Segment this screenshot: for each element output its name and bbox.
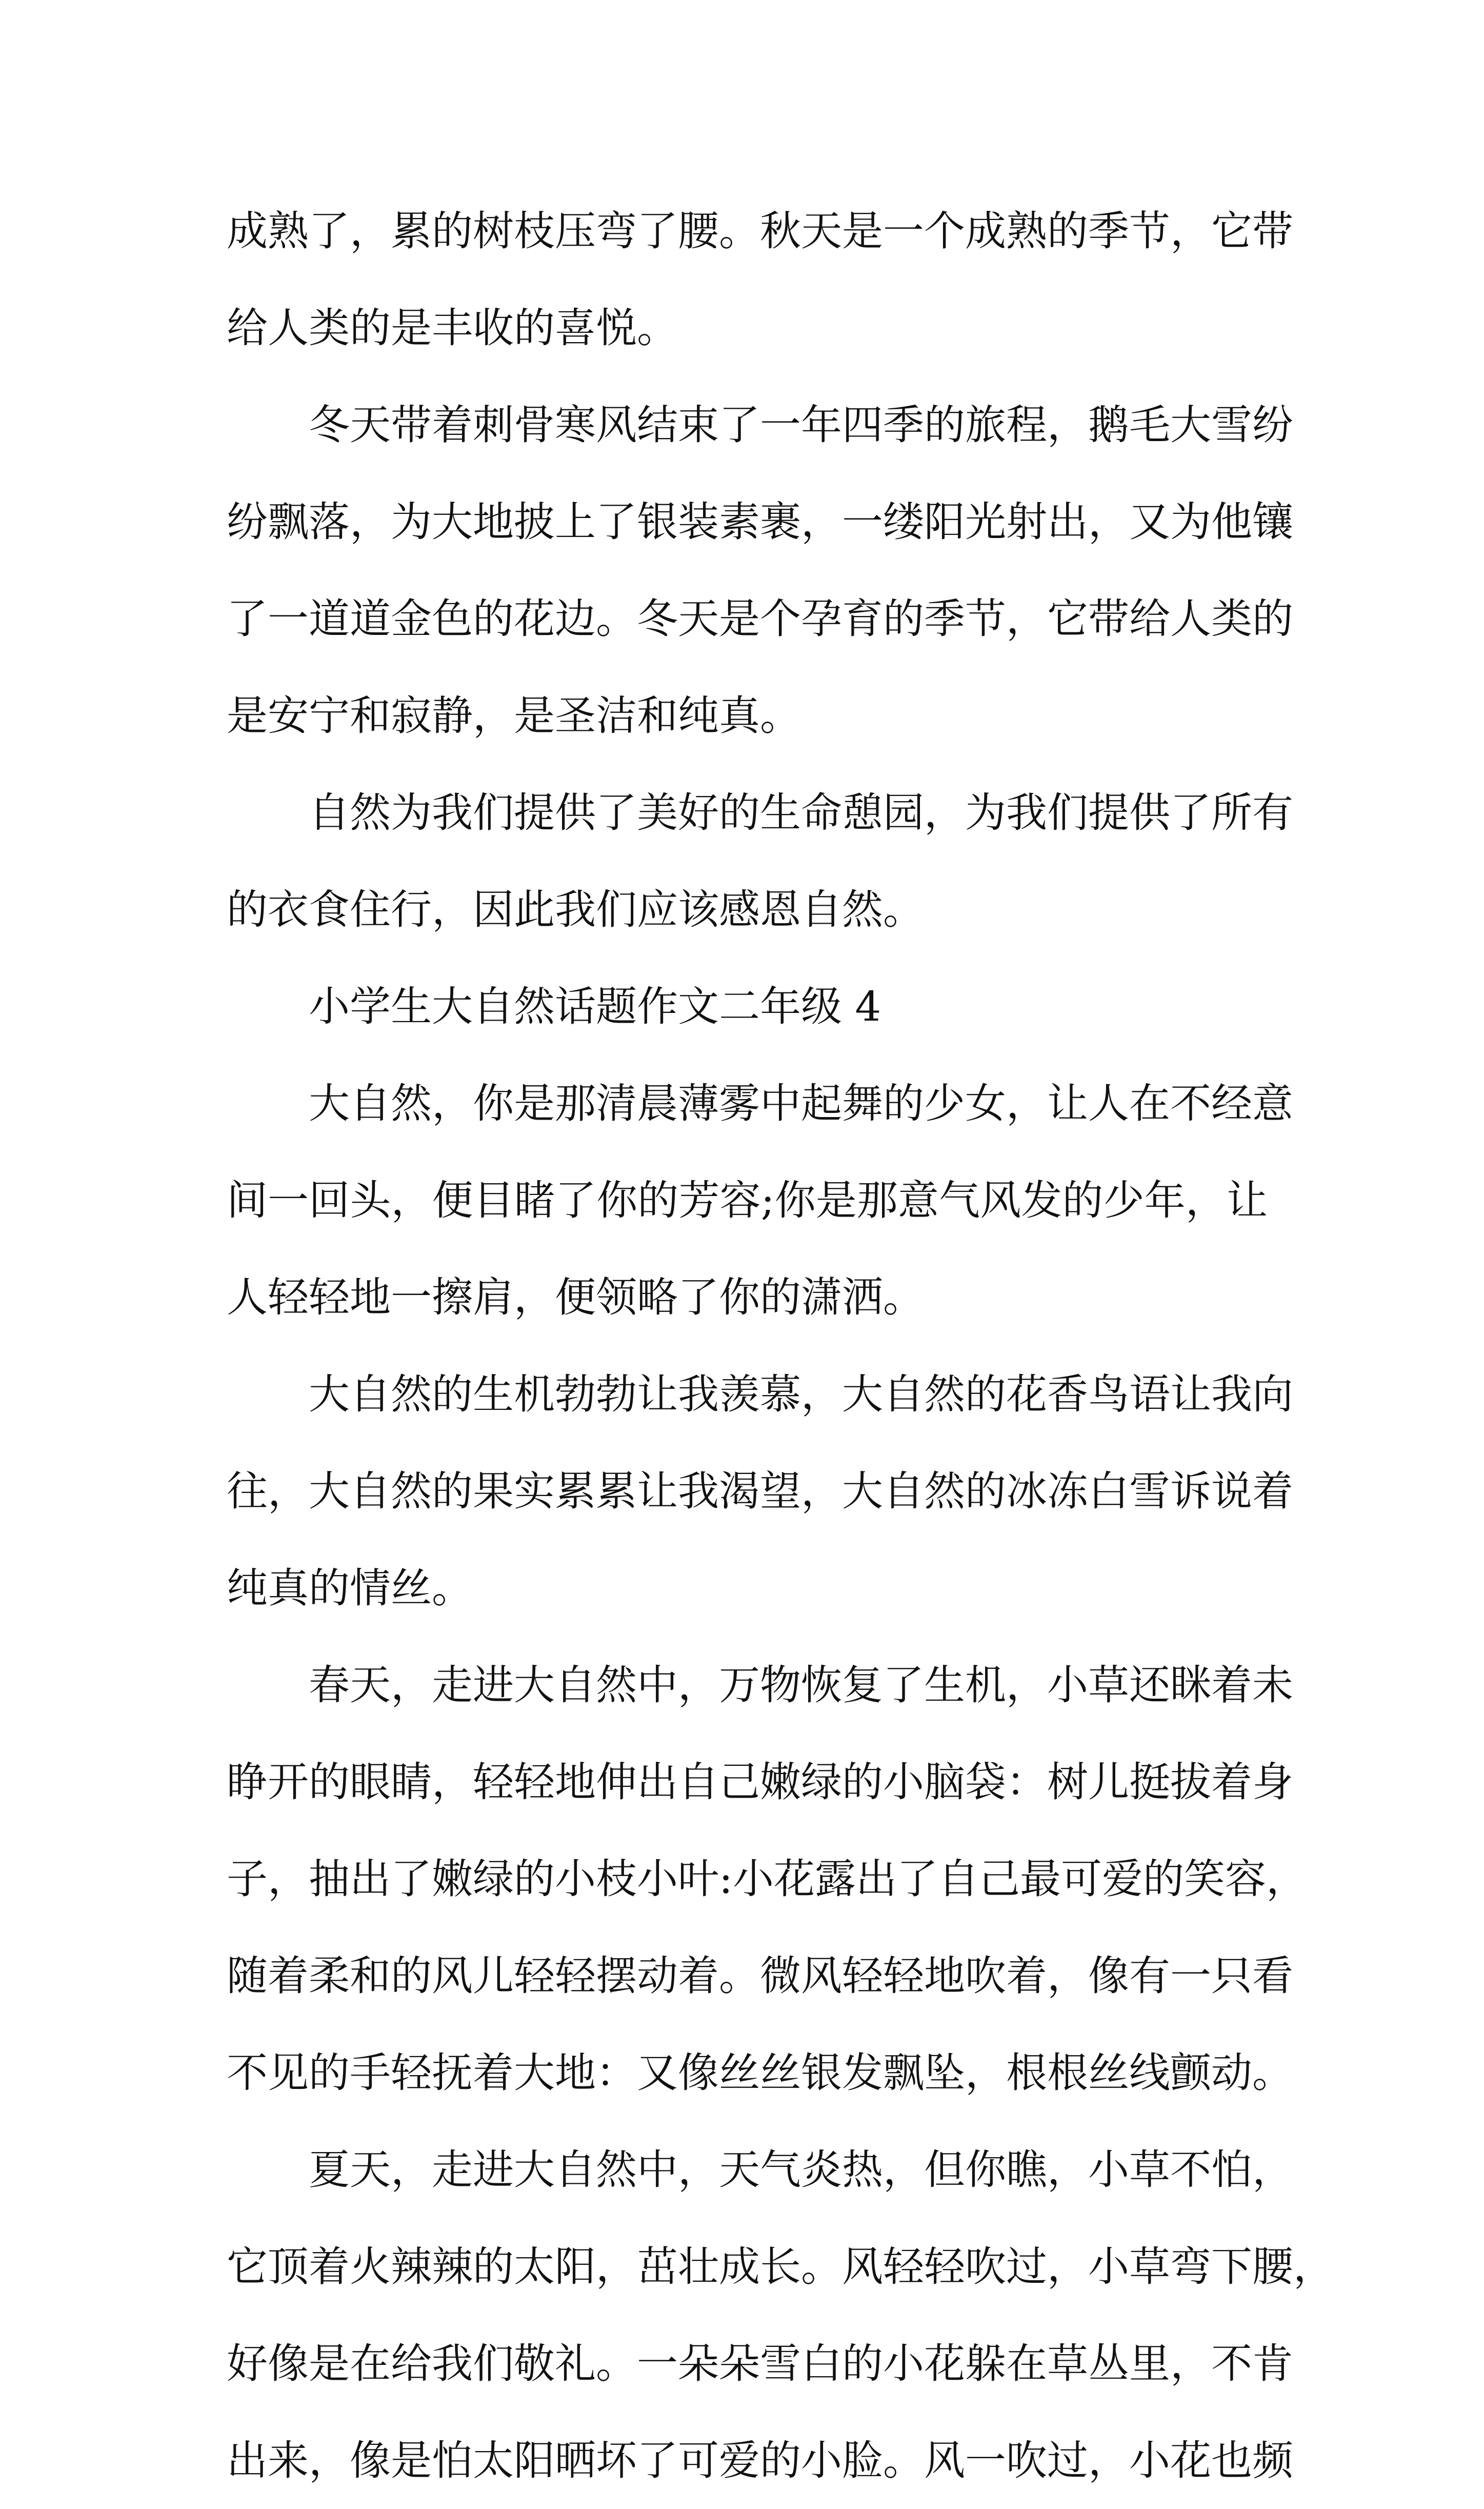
text-line: 往，大自然的果实累累让我渴望，大自然的冰冻白雪诉说着 — [227, 1467, 1293, 1515]
text-line: 纯真的情丝。 — [227, 1564, 473, 1612]
text-line: 自然为我们提供了美好的生命憩园，为我们提供了所有 — [309, 789, 1293, 837]
text-line: 成熟了，累的树枝压弯了腰。秋天是一个成熟的季节，它带 — [227, 207, 1293, 255]
text-line: 间一回头，便目睹了你的芳容;你是那意气风发的少年，让 — [227, 1177, 1268, 1224]
text-line: 小学生大自然话题作文二年级 4 — [309, 983, 881, 1030]
text-line: 不见的手轻抚着大地：又像丝丝银发飘坠，根根丝线颤动。 — [227, 2049, 1293, 2097]
text-line: 夏天，走进大自然中，天气炎热，但你瞧，小草不怕， — [309, 2146, 1293, 2194]
text-line: 睁开的眼睛，轻轻地伸出自己嫩绿的小脑袋：树儿挺拔着身 — [227, 1758, 1293, 1806]
text-line: 出来，像是怕太阳晒坏了可爱的小脸。风一吹过，小花也频 — [227, 2437, 1293, 2484]
text-line: 给人类的是丰收的喜悦。 — [227, 304, 678, 352]
text-line: 它顶着火辣辣的太阳，茁壮成长。风轻轻吹过，小草弯下腰， — [227, 2243, 1334, 2291]
text-line: 冬天带着刺骨寒风结束了一年四季的旅程，鹅毛大雪纷 — [309, 401, 1293, 449]
text-line: 大自然，你是那清晨薄雾中起舞的少女，让人在不经意 — [309, 1080, 1293, 1127]
text-line: 人轻轻地一擦肩，便领略了你的潇洒。 — [227, 1273, 924, 1321]
text-line: 了一道道金色的花边。冬天是个孕育的季节，它带给人类的 — [227, 595, 1293, 643]
text-line: 纷飘落，为大地披上了银装素裹，一缕阳光射出，又为他镶 — [227, 498, 1293, 546]
text-line: 的衣食住行，因此我们应该感恩自然。 — [227, 886, 924, 933]
text-line: 子，抽出了嫩绿的小枝小叶:小花露出了自己最可爱的笑容， — [227, 1855, 1307, 1903]
text-line: 大自然的生机勃勃让我羡慕，大自然的花香鸟语让我向 — [309, 1370, 1293, 1418]
text-line: 是安宁和寂静，是圣洁和纯真。 — [227, 692, 801, 740]
body-text — [227, 183, 1334, 2509]
text-line: 好像是在给我们敬礼。一朵朵雪白的小花躲在草丛里，不肯 — [227, 2340, 1293, 2387]
text-line: 随着柔和的风儿轻轻摆动着。微风轻轻地吹着，像有一只看 — [227, 1952, 1293, 2000]
text-line: 春天，走进大自然中，万物恢复了生机，小草还眯着未 — [309, 1661, 1293, 1709]
